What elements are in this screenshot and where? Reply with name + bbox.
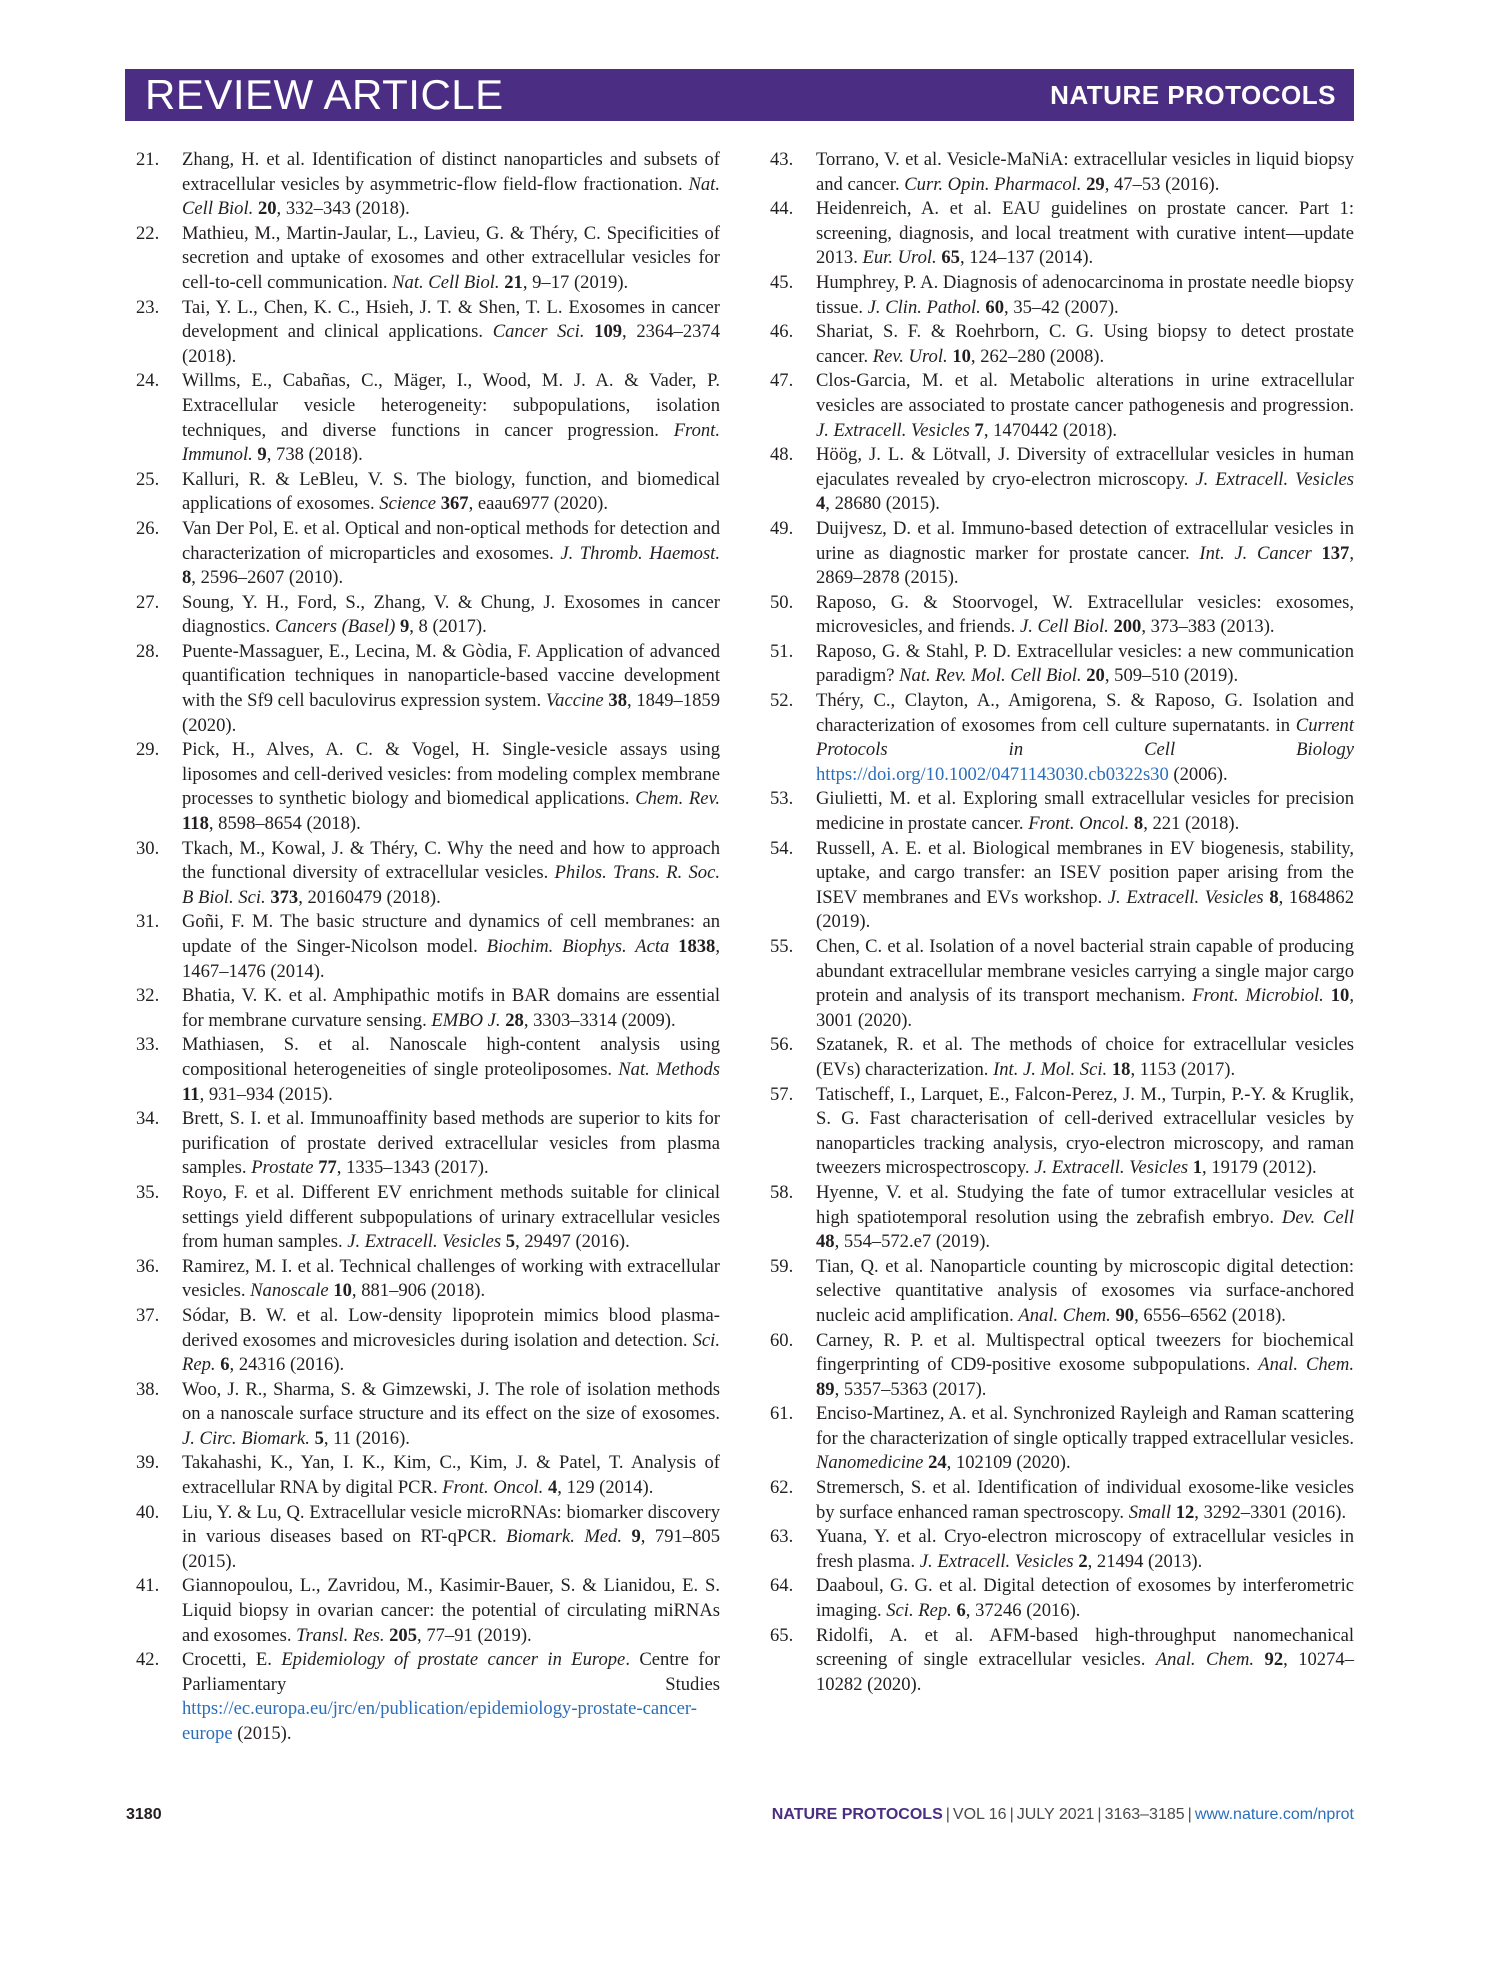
reference-text: Théry, C., Clayton, A., Amigorena, S. & Raposo, G. Isolation and characterization of exosomes from cell culture supernatants. in Current Protocols in Cell Biology https://doi.org/10.1002/0471143030.cb0322s30 (2006). xyxy=(816,690,1354,785)
reference-number: 39. xyxy=(136,1452,160,1474)
reference-number: 46. xyxy=(770,321,794,343)
reference-number: 21. xyxy=(136,149,160,170)
reference-text: Tian, Q. et al. Nanoparticle counting by microscopic digital detection: selective quantitative analysis of exosomes via surface-anchored nucleic acid amplification. Anal. Chem. 90, 6556–6562 (2018). xyxy=(816,1255,1354,1326)
reference-item xyxy=(760,689,1354,787)
reference-number: 26. xyxy=(136,517,160,539)
reference-text: Chen, C. et al. Isolation of a novel bacterial strain capable of producing abundant extracellular membrane vesicles carrying a single major cargo protein and analysis of its transport mechanism. Front. Microbiol. 10, 3001 (2020). xyxy=(816,936,1354,1031)
reference-text: Humphrey, P. A. Diagnosis of adenocarcinoma in prostate needle biopsy tissue. J. Clin. Pathol. 60, 35–42 (2007). xyxy=(816,271,1354,318)
reference-text: Bhatia, V. K. et al. Amphipathic motifs in BAR domains are essential for membrane curvature sensing. EMBO J. 28, 3303–3314 (2009). xyxy=(182,985,720,1031)
reference-text: Woo, J. R., Sharma, S. & Gimzewski, J. The role of isolation methods on a nanoscale surface structure and its effect on the size of exosomes. J. Circ. Biomark. 5, 11 (2016). xyxy=(182,1378,720,1449)
reference-item xyxy=(760,517,1354,591)
reference-number: 22. xyxy=(136,222,160,244)
reference-text: Goñi, F. M. The basic structure and dynamics of cell membranes: an update of the Singer-Nicolson model. Biochim. Biophys. Acta 1838, 1467–1476 (2014). xyxy=(182,911,720,982)
reference-number: 24. xyxy=(136,370,160,392)
reference-item xyxy=(760,443,1354,517)
reference-item xyxy=(126,1574,720,1648)
footer-date: JULY 2021 xyxy=(1016,1806,1095,1823)
reference-text: Van Der Pol, E. et al. Optical and non-optical methods for detection and characterization of microparticles and exosomes. J. Thromb. Haemost. 8, 2596–2607 (2010). xyxy=(182,517,720,589)
journal-title: NATURE PROTOCOLS xyxy=(1050,80,1336,110)
reference-number: 55. xyxy=(770,936,794,957)
reference-item xyxy=(126,148,720,222)
reference-number: 38. xyxy=(136,1378,160,1400)
reference-number: 61. xyxy=(770,1403,794,1425)
reference-text: Sódar, B. W. et al. Low-density lipoprotein mimics blood plasma-derived exosomes and microvesicles during isolation and detection. Sci. Rep. 6, 24316 (2016). xyxy=(182,1304,720,1376)
reference-number: 60. xyxy=(770,1329,794,1351)
reference-text: Kalluri, R. & LeBleu, V. S. The biology, function, and biomedical applications of exosomes. Science 367, eaau6977 (2020). xyxy=(182,468,720,515)
reference-item xyxy=(126,296,720,370)
reference-text: Liu, Y. & Lu, Q. Extracellular vesicle microRNAs: biomarker discovery in various diseases based on RT-qPCR. Biomark. Med. 9, 791–805 (2015). xyxy=(182,1501,721,1572)
reference-text: Daaboul, G. G. et al. Digital detection of exosomes by interferometric imaging. Sci. Rep. 6, 37246 (2016). xyxy=(816,1575,1354,1622)
reference-item xyxy=(760,1476,1354,1525)
reference-item xyxy=(126,640,720,738)
reference-item xyxy=(760,320,1354,369)
reference-item xyxy=(126,1501,720,1575)
reference-text: Pick, H., Alves, A. C. & Vogel, H. Single-vesicle assays using liposomes and cell-derived vesicles: from modeling complex membrane processes to synthetic biology and biomedical applications. Chem. Rev. 118, 8598–8654 (2018). xyxy=(182,739,720,835)
reference-number: 57. xyxy=(770,1083,794,1105)
references-column-left xyxy=(126,148,720,1747)
footer-pages: 3163–3185 xyxy=(1104,1806,1185,1823)
reference-item xyxy=(760,1624,1354,1698)
reference-text: Zhang, H. et al. Identification of distinct nanoparticles and subsets of extracellular vesicles by asymmetric-flow field-flow fractionation. Nat. Cell Biol. 20, 332–343 (2018). xyxy=(182,149,720,220)
reference-text: Höög, J. L. & Lötvall, J. Diversity of extracellular vesicles in human ejaculates revealed by cryo-electron microscopy. J. Extracell. Vesicles 4, 28680 (2015). xyxy=(816,444,1354,515)
reference-text: Yuana, Y. et al. Cryo-electron microscopy of extracellular vesicles in fresh plasma. J. Extracell. Vesicles 2, 21494 (2013). xyxy=(816,1526,1354,1572)
reference-number: 59. xyxy=(770,1255,794,1277)
reference-number: 34. xyxy=(136,1108,160,1130)
reference-number: 35. xyxy=(136,1181,160,1203)
reference-number: 23. xyxy=(136,296,160,318)
reference-item xyxy=(126,1033,720,1107)
reference-number: 29. xyxy=(136,739,160,761)
article-header-bar xyxy=(125,69,1354,121)
reference-number: 41. xyxy=(136,1575,160,1597)
footer-separator: | xyxy=(1187,1806,1192,1823)
reference-text: Stremersch, S. et al. Identification of individual exosome-like vesicles by surface enhanced raman spectroscopy. Small 12, 3292–3301 (2016). xyxy=(816,1477,1354,1523)
reference-number: 25. xyxy=(136,468,160,490)
reference-item xyxy=(126,837,720,911)
reference-number: 64. xyxy=(770,1575,794,1597)
reference-number: 54. xyxy=(770,837,794,859)
reference-link[interactable]: https://ec.europa.eu/jrc/en/publication/epidemiology-prostate-cancer-europe xyxy=(182,1698,697,1744)
reference-text: Heidenreich, A. et al. EAU guidelines on prostate cancer. Part 1: screening, diagnosis, and local treatment with curative intent—update 2013. Eur. Urol. 65, 124–137 (2014). xyxy=(816,198,1354,269)
reference-text: Shariat, S. F. & Roehrborn, C. G. Using biopsy to detect prostate cancer. Rev. Urol. 10, 262–280 (2008). xyxy=(816,321,1354,367)
reference-text: Willms, E., Cabañas, C., Mäger, I., Wood, M. J. A. & Vader, P. Extracellular vesicle heterogeneity: subpopulations, isolation techniques, and diverse functions in cancer progression. Front. Immunol. 9, 738 (2018). xyxy=(182,370,720,466)
reference-item xyxy=(760,1255,1354,1329)
reference-text: Torrano, V. et al. Vesicle-MaNiA: extracellular vesicles in liquid biopsy and cancer. Curr. Opin. Pharmacol. 29, 47–53 (2016). xyxy=(816,149,1354,195)
reference-text: Giulietti, M. et al. Exploring small extracellular vesicles for precision medicine in prostate cancer. Front. Oncol. 8, 221 (2018). xyxy=(816,788,1354,835)
footer-journal-name: NATURE PROTOCOLS xyxy=(771,1806,943,1823)
reference-number: 56. xyxy=(770,1034,794,1056)
page-number: 3180 xyxy=(126,1806,162,1823)
reference-item xyxy=(126,910,720,984)
journal-citation xyxy=(772,1806,1354,1824)
reference-text: Mathiasen, S. et al. Nanoscale high-content analysis using compositional heterogeneities of single proteoliposomes. Nat. Methods 11, 931–934 (2015). xyxy=(182,1034,720,1105)
reference-text: Raposo, G. & Stoorvogel, W. Extracellular vesicles: exosomes, microvesicles, and friends. J. Cell Biol. 200, 373–383 (2013). xyxy=(816,591,1354,638)
reference-number: 48. xyxy=(770,444,794,466)
reference-link[interactable]: https://doi.org/10.1002/0471143030.cb0322s30 xyxy=(816,763,1169,785)
reference-item xyxy=(760,197,1354,271)
reference-item xyxy=(760,1525,1354,1574)
reference-text: Tkach, M., Kowal, J. & Théry, C. Why the need and how to approach the functional diversity of extracellular vesicles. Philos. Trans. R. Soc. B Biol. Sci. 373, 20160479 (2018). xyxy=(182,837,720,908)
reference-item xyxy=(760,1033,1354,1082)
reference-number: 32. xyxy=(136,985,160,1007)
reference-item xyxy=(126,738,720,836)
reference-item xyxy=(126,591,720,640)
reference-text: Soung, Y. H., Ford, S., Zhang, V. & Chung, J. Exosomes in cancer diagnostics. Cancers (Basel) 9, 8 (2017). xyxy=(182,591,720,638)
reference-number: 31. xyxy=(136,911,160,933)
reference-text: Raposo, G. & Stahl, P. D. Extracellular vesicles: a new communication paradigm? Nat. Rev. Mol. Cell Biol. 20, 509–510 (2019). xyxy=(816,640,1354,687)
reference-text: Royo, F. et al. Different EV enrichment methods suitable for clinical settings yield different subpopulations of urinary extracellular vesicles from human samples. J. Extracell. Vesicles 5, 29497 (2016). xyxy=(182,1181,720,1253)
reference-number: 49. xyxy=(770,517,794,539)
reference-item xyxy=(760,369,1354,443)
reference-item xyxy=(760,1574,1354,1623)
reference-item xyxy=(126,1255,720,1304)
reference-text: Szatanek, R. et al. The methods of choice for extracellular vesicles (EVs) characterization. Int. J. Mol. Sci. 18, 1153 (2017). xyxy=(816,1034,1354,1080)
reference-item xyxy=(126,1378,720,1452)
reference-number: 43. xyxy=(770,149,794,170)
reference-number: 40. xyxy=(136,1501,160,1523)
reference-number: 53. xyxy=(770,788,794,810)
reference-text: Russell, A. E. et al. Biological membranes in EV biogenesis, stability, uptake, and cargo transfer: an ISEV position paper arising from the ISEV membranes and EVs workshop. J. Extracell. Vesicles 8, 1684862 (2019). xyxy=(816,837,1354,933)
reference-number: 45. xyxy=(770,271,794,293)
reference-text: Duijvesz, D. et al. Immuno-based detection of extracellular vesicles in urine as diagnostic marker for prostate cancer. Int. J. Cancer 137, 2869–2878 (2015). xyxy=(816,517,1354,589)
reference-text: Brett, S. I. et al. Immunoaffinity based methods are superior to kits for purification of prostate derived extracellular vesicles from plasma samples. Prostate 77, 1335–1343 (2017). xyxy=(182,1108,720,1179)
footer-separator: | xyxy=(945,1806,950,1823)
reference-item xyxy=(760,837,1354,935)
reference-item xyxy=(760,591,1354,640)
reference-item xyxy=(760,148,1354,197)
reference-item xyxy=(760,271,1354,320)
reference-text: Enciso-Martinez, A. et al. Synchronized Rayleigh and Raman scattering for the characterization of single optically trapped extracellular vesicles. Nanomedicine 24, 102109 (2020). xyxy=(816,1403,1354,1474)
footer-journal-link[interactable]: www.nature.com/nprot xyxy=(1194,1806,1354,1823)
reference-number: 52. xyxy=(770,690,794,712)
reference-item xyxy=(126,984,720,1033)
reference-number: 33. xyxy=(136,1034,160,1056)
reference-number: 62. xyxy=(770,1477,794,1499)
reference-text: Tatischeff, I., Larquet, E., Falcon-Perez, J. M., Turpin, P.-Y. & Kruglik, S. G. Fast characterisation of cell-derived extracellular vesicles by nanoparticles tracking analysis, cryo-electron microscopy, and raman tweezers microspectroscopy. J. Extracell. Vesicles 1, 19179 (2012). xyxy=(816,1083,1354,1179)
reference-item xyxy=(126,517,720,591)
reference-text: Tai, Y. L., Chen, K. C., Hsieh, J. T. & Shen, T. L. Exosomes in cancer development and clinical applications. Cancer Sci. 109, 2364–2374 (2018). xyxy=(182,296,721,367)
reference-text: Puente-Massaguer, E., Lecina, M. & Gòdia, F. Application of advanced quantification techniques in nanoparticle-based vaccine development with the Sf9 cell baculovirus expression system. Vaccine 38, 1849–1859 (2020). xyxy=(182,640,720,736)
reference-item xyxy=(760,935,1354,1033)
reference-text: Crocetti, E. Epidemiology of prostate cancer in Europe. Centre for Parliamentary Studies https://ec.europa.eu/jrc/en/publication/epidemiology-prostate-cancer-europe (2015). xyxy=(182,1649,720,1744)
reference-item xyxy=(760,640,1354,689)
references-column-right xyxy=(760,148,1354,1697)
footer-separator: | xyxy=(1097,1806,1102,1823)
reference-item xyxy=(126,1107,720,1181)
reference-item xyxy=(126,1451,720,1500)
reference-text: Ridolfi, A. et al. AFM-based high-throughput nanomechanical screening of single extracellular vesicles. Anal. Chem. 92, 10274–10282 (2020). xyxy=(816,1624,1354,1695)
reference-number: 50. xyxy=(770,591,794,613)
reference-text: Mathieu, M., Martin-Jaular, L., Lavieu, G. & Théry, C. Specificities of secretion and uptake of exosomes and other extracellular vesicles for cell-to-cell communication. Nat. Cell Biol. 21, 9–17 (2019). xyxy=(182,222,720,293)
reference-text: Ramirez, M. I. et al. Technical challenges of working with extracellular vesicles. Nanoscale 10, 881–906 (2018). xyxy=(182,1255,720,1302)
reference-text: Hyenne, V. et al. Studying the fate of tumor extracellular vesicles at high spatiotemporal resolution using the zebrafish embryo. Dev. Cell 48, 554–572.e7 (2019). xyxy=(816,1181,1354,1253)
reference-number: 51. xyxy=(770,640,794,662)
reference-item xyxy=(126,1181,720,1255)
reference-item xyxy=(760,1402,1354,1476)
reference-item xyxy=(760,1083,1354,1181)
reference-number: 44. xyxy=(770,198,794,220)
reference-number: 30. xyxy=(136,837,160,859)
reference-item xyxy=(126,468,720,517)
reference-number: 28. xyxy=(136,640,160,662)
reference-item xyxy=(126,222,720,296)
reference-number: 63. xyxy=(770,1526,794,1548)
reference-number: 36. xyxy=(136,1255,160,1277)
footer-separator: | xyxy=(1009,1806,1014,1823)
reference-item xyxy=(126,369,720,467)
reference-item xyxy=(126,1304,720,1378)
reference-text: Giannopoulou, L., Zavridou, M., Kasimir-Bauer, S. & Lianidou, E. S. Liquid biopsy in ovarian cancer: the potential of circulating miRNAs and exosomes. Transl. Res. 205, 77–91 (2019). xyxy=(182,1575,720,1646)
reference-item xyxy=(126,1648,720,1746)
reference-text: Takahashi, K., Yan, I. K., Kim, C., Kim, J. & Patel, T. Analysis of extracellular RNA by digital PCR. Front. Oncol. 4, 129 (2014). xyxy=(182,1452,720,1499)
reference-number: 42. xyxy=(136,1649,160,1671)
reference-number: 37. xyxy=(136,1304,160,1326)
article-type-label: REVIEW ARTICLE xyxy=(145,71,504,118)
reference-number: 27. xyxy=(136,591,160,613)
reference-item xyxy=(760,1181,1354,1255)
reference-item xyxy=(760,787,1354,836)
reference-text: Carney, R. P. et al. Multispectral optical tweezers for biochemical fingerprinting of CD9-positive exosome subpopulations. Anal. Chem. 89, 5357–5363 (2017). xyxy=(816,1329,1354,1400)
reference-text: Clos-Garcia, M. et al. Metabolic alterations in urine extracellular vesicles are associated to prostate cancer pathogenesis and progression. J. Extracell. Vesicles 7, 1470442 (2018). xyxy=(816,370,1354,441)
footer-volume: VOL 16 xyxy=(952,1806,1007,1823)
reference-item xyxy=(760,1329,1354,1403)
reference-number: 58. xyxy=(770,1181,794,1203)
reference-number: 65. xyxy=(770,1624,794,1646)
reference-number: 47. xyxy=(770,370,794,392)
